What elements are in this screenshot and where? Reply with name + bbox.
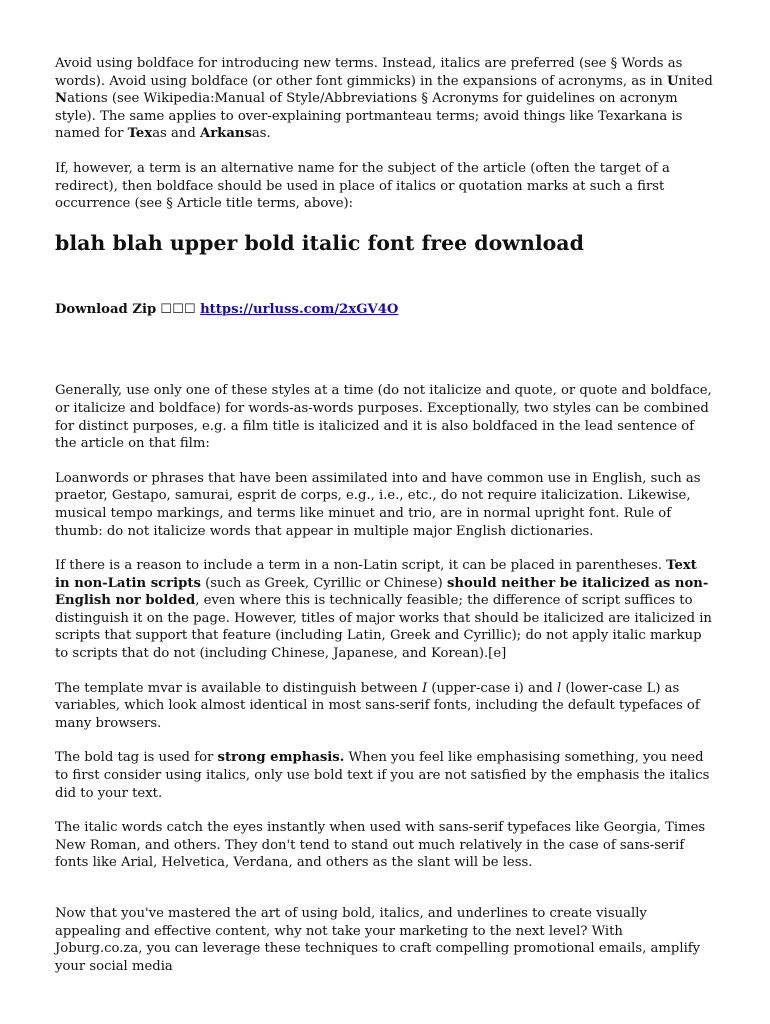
text-run: When you feel like emphasising something, you need to first consider using italics, only use bold text if you are not satisfied by the emphasis the italics did to your text. [55,750,710,801]
page-title: blah blah upper bold italic font free download [55,230,584,255]
bold-phrase: strong emphasis. [217,750,345,766]
text-run: ations (see Wikipedia:Manual of Style/Abbreviations § Acronyms for guidelines on acronym style). The same applies to over-explaining portmanteau terms; avoid things like Texarkana is named for [55,91,683,142]
paragraph-bold-tag [55,749,714,802]
text-run: The template mvar is available to distinguish between [55,680,422,696]
download-label: Download Zip [55,301,157,317]
bold-fragment: Arkans [200,126,252,142]
italic-letter: l [557,680,562,696]
bold-letter: U [667,73,679,89]
paragraph-one-style: Generally, use only one of these styles at a time (do not italicize and quote, or quote and boldface, or italicize and boldface) for words-as-words purposes. Exceptionally, two styles can be combined for distinct purposes, e.g. a film title is italicized and it is also boldfaced in the lead sentence of the article on that film: [55,383,712,452]
text-run: , even where this is technically feasible; the difference of script suffices to distinguish it on the page. However, titles of major works that should be italicized are italicized in scripts that support that feature (including Latin, Greek and Cyrillic); do not apply italic markup to scripts that do not (including Chinese, Japanese, and Korean).[e] [55,593,712,662]
text-run: If there is a reason to include a term in a non-Latin script, it can be placed in parentheses. [55,558,667,574]
bold-letter: N [55,91,68,107]
text-run: as and [152,126,200,142]
bold-phrase: Text in non-Latin scripts [55,558,697,591]
paragraph-mvar [55,680,714,733]
italic-letter: I [421,680,428,696]
paragraph-loanwords: Loanwords or phrases that have been assimilated into and have common use in English, such as praetor, Gestapo, samurai, esprit de corps, e.g., i.e., etc., do not require italicization. Likewise, musical tempo markings, and terms like minuet and trio, are in normal upright font. Rule of thumb: do not italicize words that appear in multiple major English dictionaries. [55,470,701,539]
download-arrow-icon: ☐☐☐ [160,301,196,317]
text-run: Avoid using boldface for introducing new terms. Instead, italics are preferred (see § Words as words). Avoid using boldface (or other font gimmicks) in the expansions of acronyms, as in [55,56,683,89]
text-run: (such as Greek, Cyrillic or Chinese) [200,575,447,591]
download-link[interactable]: https://urluss.com/2xGV4O [200,301,399,317]
paragraph-non-latin [55,557,714,663]
paragraph-italic-words: The italic words catch the eyes instantly when used with sans-serif typefaces like Georgia, Times New Roman, and others. They don't tend to stand out much relatively in the case of sans-serif fonts like Arial, Helvetica, Verdana, and others as the slant will be less. [55,820,706,871]
paragraph-marketing: Now that you've mastered the art of using bold, italics, and underlines to create visually appealing and effective content, why not take your marketing to the next level? With Joburg.co.za, you can leverage these techniques to craft compelling promotional emails, amplify your social media [55,906,701,974]
text-run: (lower-case L) as variables, which look almost identical in most sans-serif fonts, including the default typefaces of many browsers. [55,680,700,731]
text-run: nited [678,73,713,89]
text-run: The bold tag is used for [55,750,218,766]
text-run: as. [251,126,271,142]
text-run: (upper-case i) and [427,680,557,696]
paragraph-alternative-name: If, however, a term is an alternative name for the subject of the article (often the target of a redirect), then boldface should be used in place of italics or quotation marks at such a first occurrence (see § Article title terms, above): [55,160,670,212]
bold-fragment: Tex [127,126,153,142]
download-line [55,301,714,319]
paragraph-boldface-terms [55,55,714,143]
bold-phrase: should neither be italicized as non-English nor bolded [55,575,709,609]
